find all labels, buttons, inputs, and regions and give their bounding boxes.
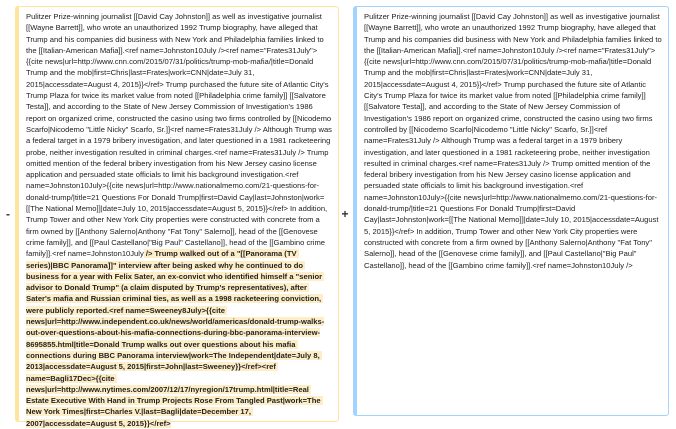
removed-context-text: Pulitzer Prize-winning journalist [[David Cay Johnston]] as well as investigative journalist [[Wayne Barrett]], who wrote an unauthorized 1992 Trump biography, have alleged that Trump and his companies did business with New York and Philadelphia families linked to the [[Italian-American Mafia]].<ref name=Johnston10July /><ref name="Frates31July">{{cite news|url=http://www.cnn.com/2015/07/31/politics/trump-mob-mafia/|title=Donald Trump and the mob|first=Chris|last=Frates|work=CNN|date=July 31, 2015|accessdate=August 4, 2015}}</ref> Trump purchased the future site of Atlantic City's Trump Plaza for twice its market value from noted [[Philadelphia crime family]] [[Salvatore Testa]], and according to the State of New Jersey Commission of Investigation's 1986 report on organized crime, constructed the casino using two firms controlled by [[Nicodemo Scarfo|Nicodemo "Little Nicky" Scarfo, Sr.]]<ref name=Frates31July /> Although Trump was a federal target in a 1979 bribery investigation, and later questioned in a 1981 racketeering probe, neither investigation resulted in criminal charges.<ref name=Frates31July /> Trump omitted mention of the federal bribery investigation from his New Jersey casino license application and persuaded state officials to limit his background investigation.<ref name=Johnston10July>{{cite news|url=http://www.nationalmemo.com/21-questions-for-donald-trump/|title=21 Questions For Donald Trump|first=David Cay|last=Johnston|work=[[The National Memo]]|date=July 10, 2015|accessdate=August 5, 2015}}</ref> In addition, Trump Tower and other New York City properties were constructed with concrete from a firm owned by [[Anthony Salerno|Anthony "Fat Tony" Salerno]], head of the [[Genovese crime family]], and [[Paul Castellano|"Big Paul" Castellano]], head of the [[Gambino crime family]].<ref name=Johnston10July xyxy=(26,12,335,259)
removed-line-marker: - xyxy=(6,207,10,221)
added-text-pane[interactable] xyxy=(353,6,669,416)
removed-text-block xyxy=(26,11,335,429)
removed-highlighted-text: /> Trump walked out of a "[[Panorama (TV series)|BBC Panorama]]" interview after being asked why he continued to do business for a year with Felix Sater, an ex-convict who identified himself a "senior advisor to Donald Trump" (a claim disputed by Trump's representatives), after Sater's mafia and Russian criminal ties, as well as a 1998 racketeering conviction, were publicly reported.<ref name=Sweeney8July>{{cite news|url=http://www.independent.co.uk/news/world/americas/donald-trump-walks-out-over-questions-about-his-mafia-connections-during-bbc-panorama-interview-8695855.html|title=Donald Trump walks out over questions about his mafia connections during BBC Panorama interview|work=The Independent|date=July 8, 2013|accessdate=August 5, 2015|first=John|last=Sweeney}}</ref><ref name=Bagli17Dec>{{cite news|url=http://www.nytimes.com/2007/12/17/nyregion/17trump.html|title=Real Estate Executive With Hand in Trump Projects Rose From Tangled Past|work=The New York Times|first=Charles V.|last=Bagli|date=December 17, 2007|accessdate=August 5, 2015}}</ref> xyxy=(26,249,325,428)
added-line-marker: + xyxy=(341,207,349,221)
removed-text-pane[interactable] xyxy=(15,6,339,428)
added-text-block: Pulitzer Prize-winning journalist [[David Cay Johnston]] as well as investigative journalist [[Wayne Barrett]], who wrote an unauthorized 1992 Trump biography, have alleged that Trump and his companies did business with New York and Philadelphia families linked to the [[Italian-American Mafia]].<ref name=Johnston10July /><ref name="Frates31July">{{cite news|url=http://www.cnn.com/2015/07/31/politics/trump-mob-mafia/|title=Donald Trump and the mob|first=Chris|last=Frates|work=CNN|date=July 31, 2015|accessdate=August 4, 2015}}</ref> Trump purchased the future site of Atlantic City's Trump Plaza for twice its market value from noted [[Philadelphia crime family]] [[Salvatore Testa]], and according to the State of New Jersey Commission of Investigation's 1986 report on organized crime, constructed the casino using two firms controlled by [[Nicodemo Scarfo|Nicodemo "Little Nicky" Scarfo, Sr.]]<ref name=Frates31July /> Although Trump was a federal target in a 1979 bribery investigation, and later questioned in a 1981 racketeering probe, neither investigation resulted in criminal charges.<ref name=Frates31July /> Trump omitted mention of the federal bribery investigation from his New Jersey casino license application and persuaded state officials to limit his background investigation.<ref name=Johnston10July>{{cite news|url=http://www.nationalmemo.com/21-questions-for-donald-trump/|title=21 Questions For Donald Trump|first=David Cay|last=Johnston|work=[[The National Memo]]|date=July 10, 2015|accessdate=August 5, 2015}}</ref> In addition, Trump Tower and other New York City properties were constructed with concrete from a firm owned by [[Anthony Salerno|Anthony "Fat Tony" Salerno]], head of the [[Genovese crime family]], and [[Paul Castellano|"Big Paul" Castellano]], head of the [[Gambino crime family]].<ref name=Johnston10July /> xyxy=(364,12,664,270)
